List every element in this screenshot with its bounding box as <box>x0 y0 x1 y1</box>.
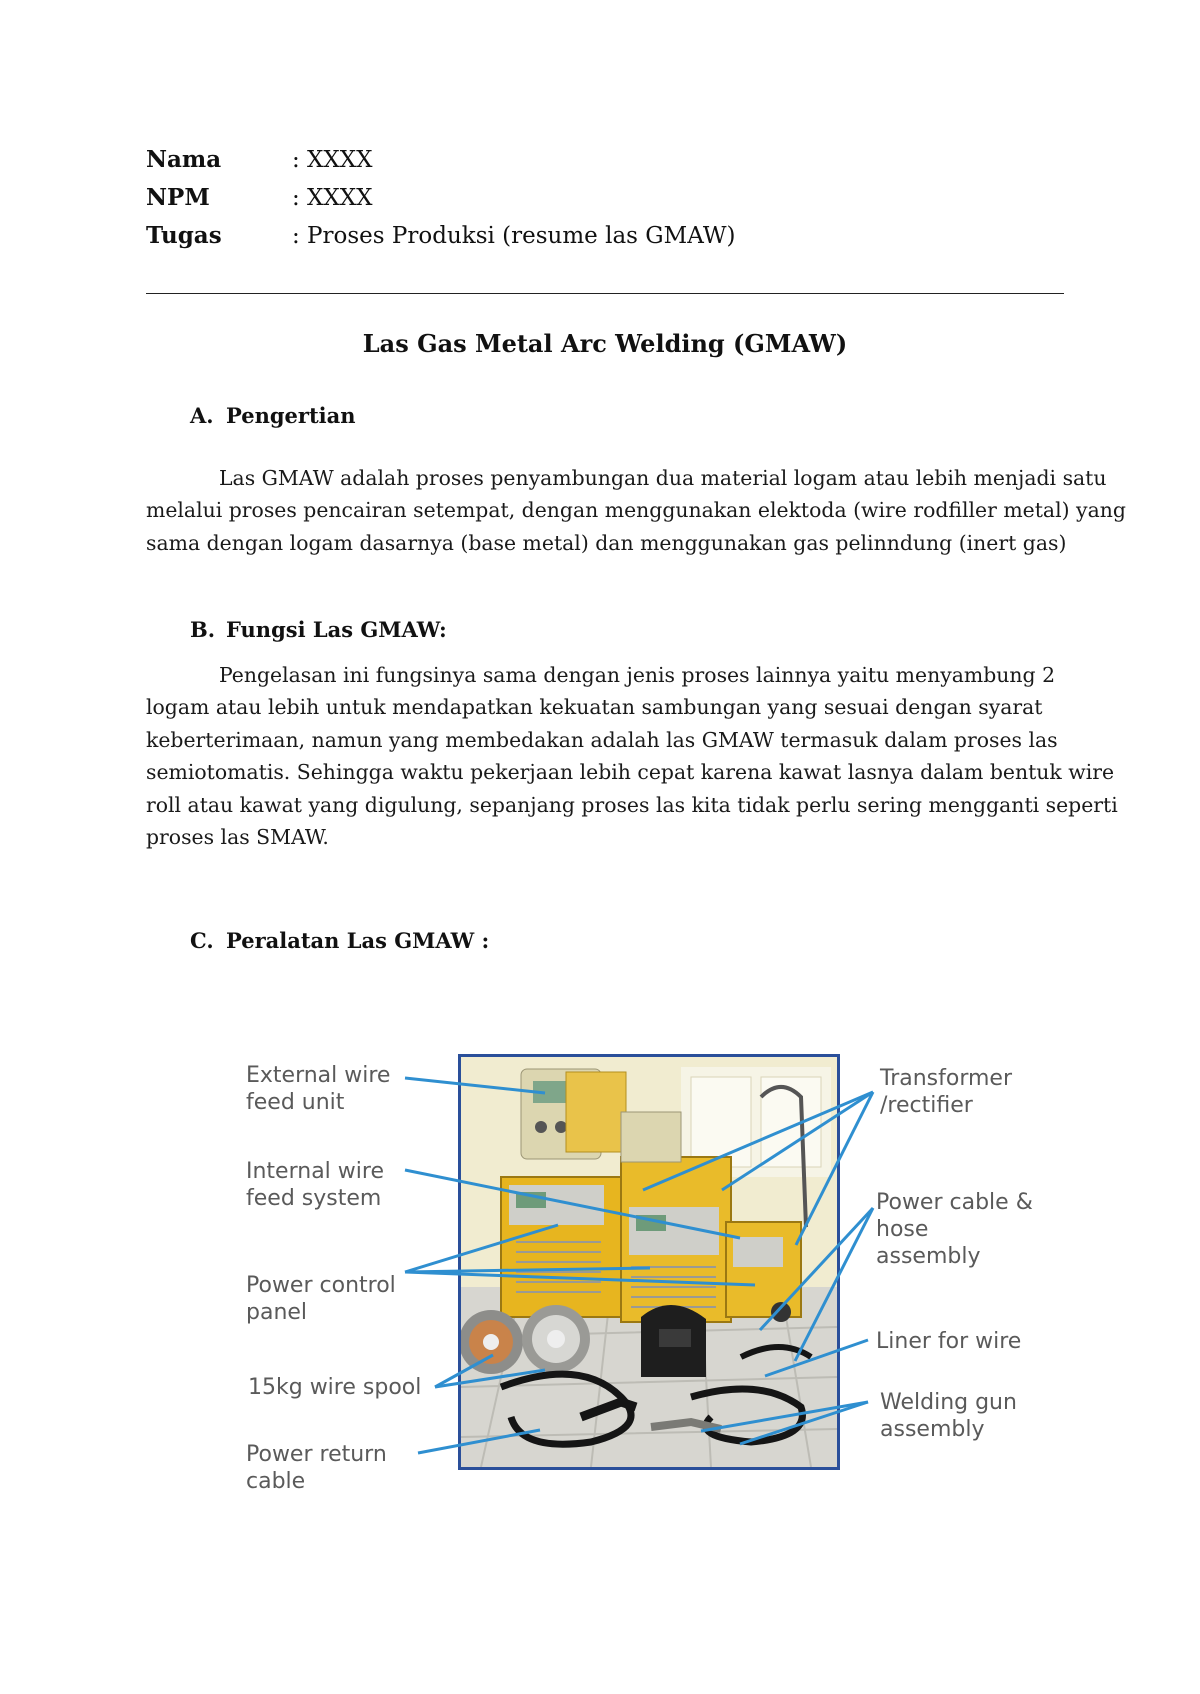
label-power-cable-hose-assembly <box>876 1189 1033 1270</box>
section-b-paragraph <box>146 659 1118 853</box>
header-label: NPM <box>146 184 210 211</box>
paragraph-line: sama dengan logam dasarnya (base metal) dan menggunakan gas pelinndung (inert gas) <box>146 530 1067 555</box>
label-line: cable <box>246 1469 306 1494</box>
horizontal-divider <box>146 293 1064 294</box>
section-heading-a <box>190 401 356 431</box>
label-external-wire-feed-unit <box>246 1062 390 1116</box>
paragraph-line: proses las SMAW. <box>146 825 329 850</box>
label-liner-for-wire <box>876 1328 1021 1355</box>
section-letter: A. <box>190 403 214 428</box>
paragraph-line: roll atau kawat yang digulung, sepanjang proses las kita tidak perlu sering mengganti seperti <box>146 792 1118 817</box>
label-power-control-panel <box>246 1272 396 1326</box>
paragraph-line: keberterimaan, namun yang membedakan adalah las GMAW termasuk dalam proses las <box>146 727 1058 752</box>
label-line: feed system <box>246 1186 382 1211</box>
section-title: Pengertian <box>226 403 356 428</box>
label-welding-gun-assembly <box>880 1389 1017 1443</box>
paragraph-line: semiotomatis. Sehingga waktu pekerjaan lebih cepat karena kawat lasnya dalam bentuk wire <box>146 760 1115 785</box>
paragraph-line: logam atau lebih untuk mendapatkan kekuatan sambungan yang sesuai dengan syarat <box>146 695 1043 720</box>
label-line: Power cable & <box>876 1190 1033 1215</box>
label-line: Power return <box>246 1442 387 1467</box>
header-label: Tugas <box>146 222 222 249</box>
equipment-photo <box>458 1054 840 1470</box>
paragraph-line: Las GMAW adalah proses penyambungan dua material logam atau lebih menjadi satu <box>219 466 1107 490</box>
label-line: 15kg wire spool <box>248 1375 422 1400</box>
section-letter: C. <box>190 928 214 953</box>
label-line: Internal wire <box>246 1159 384 1184</box>
label-transformer-rectifier <box>880 1065 1012 1119</box>
paragraph-line: Pengelasan ini fungsinya sama dengan jenis proses lainnya yaitu menyambung 2 <box>219 663 1056 687</box>
label-line: Transformer <box>880 1066 1013 1091</box>
paragraph-line: melalui proses pencairan setempat, dengan menggunakan elektoda (wire rodfiller metal) yang <box>146 498 1126 523</box>
equipment-illustration <box>461 1057 837 1467</box>
label-line: Welding gun <box>880 1390 1017 1415</box>
header-value: : XXXX <box>292 147 373 173</box>
label-line: Liner for wire <box>876 1329 1022 1354</box>
label-line: Power control <box>246 1273 396 1298</box>
section-a-paragraph <box>146 462 1126 559</box>
section-heading-c <box>190 926 489 956</box>
label-line: panel <box>246 1300 308 1325</box>
header-label: Nama <box>146 146 222 173</box>
label-line: assembly <box>880 1417 985 1442</box>
label-line: External wire <box>246 1063 391 1088</box>
section-title: Peralatan Las GMAW : <box>226 928 490 953</box>
section-title: Fungsi Las GMAW: <box>226 617 447 642</box>
label-line: hose <box>876 1217 929 1242</box>
label-internal-wire-feed-system <box>246 1158 384 1212</box>
header-value: : Proses Produksi (resume las GMAW) <box>292 223 736 249</box>
section-heading-b <box>190 615 447 645</box>
label-wire-spool <box>248 1374 421 1401</box>
document-title: Las Gas Metal Arc Welding (GMAW) <box>362 329 848 358</box>
label-line: /rectifier <box>880 1093 973 1118</box>
label-line: feed unit <box>246 1090 345 1115</box>
gmaw-equipment-figure <box>240 1040 1070 1510</box>
header-value: : XXXX <box>292 185 373 211</box>
section-letter: B. <box>190 617 216 642</box>
label-power-return-cable <box>246 1441 387 1495</box>
label-line: assembly <box>876 1244 981 1269</box>
